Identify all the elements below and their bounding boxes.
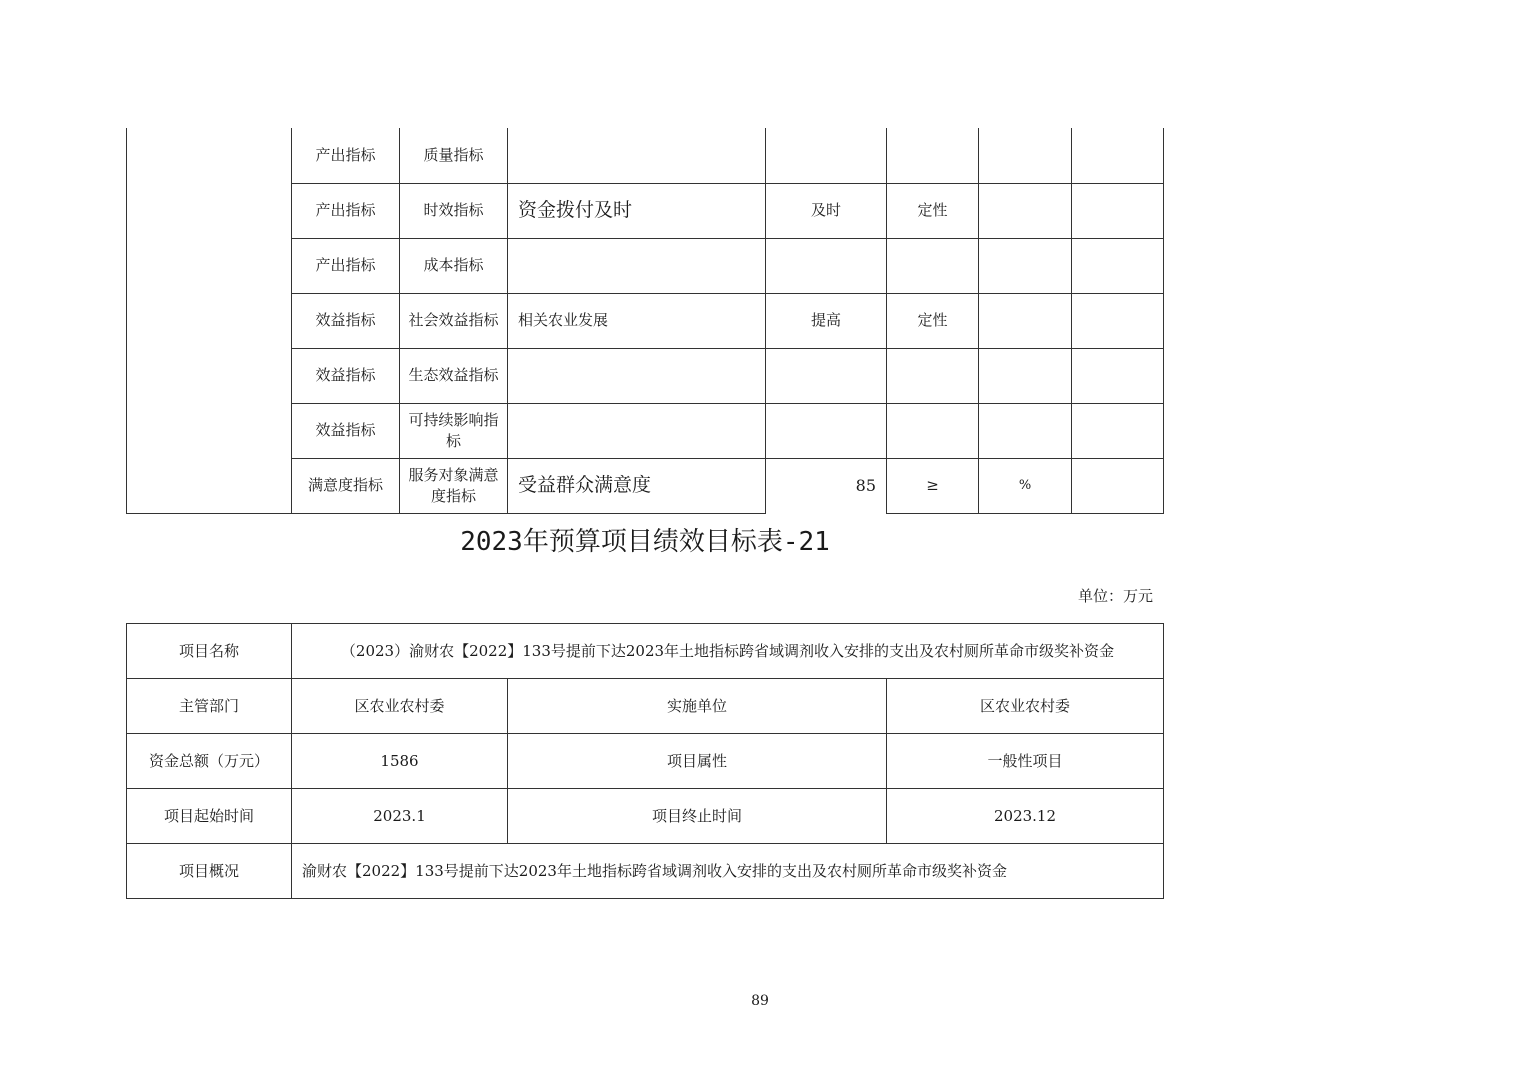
level1-cell: 效益指标: [292, 293, 400, 348]
fund-value: 1586: [292, 734, 508, 789]
operator-cell: [887, 128, 979, 183]
note-cell: [1072, 458, 1164, 513]
note-cell: [1072, 348, 1164, 403]
table-row: [127, 128, 1164, 183]
attr-value: 一般性项目: [887, 734, 1164, 789]
table-row: [127, 679, 1164, 734]
operator-cell: [887, 403, 979, 458]
note-cell: [1072, 183, 1164, 238]
indicator-table: [126, 128, 1164, 514]
project-name-label: 项目名称: [127, 624, 292, 679]
unit-cell: [979, 238, 1072, 293]
unit-cell: [979, 348, 1072, 403]
project-info-table: [126, 623, 1164, 899]
page-number: 89: [751, 993, 769, 1009]
operator-cell: [887, 238, 979, 293]
overview-value: 渝财农【2022】133号提前下达2023年土地指标跨省域调剂收入安排的支出及农村厕所革命市级奖补资金: [292, 844, 1164, 899]
operator-cell: [887, 348, 979, 403]
value-cell: [766, 348, 887, 403]
start-value: 2023.1: [292, 789, 508, 844]
attr-label: 项目属性: [508, 734, 887, 789]
table-title: 2023年预算项目绩效目标表-21: [460, 527, 830, 557]
content-cell: [508, 403, 766, 458]
note-cell: [1072, 403, 1164, 458]
content-cell: [508, 128, 766, 183]
end-label: 项目终止时间: [508, 789, 887, 844]
content-cell: [508, 238, 766, 293]
note-cell: [1072, 293, 1164, 348]
table-row: [127, 844, 1164, 899]
impl-label: 实施单位: [508, 679, 887, 734]
operator-cell: 定性: [887, 293, 979, 348]
value-cell: 及时: [766, 183, 887, 238]
dept-value: 区农业农村委: [292, 679, 508, 734]
level2-cell: 质量指标: [400, 128, 508, 183]
value-cell: 提高: [766, 293, 887, 348]
operator-cell: ≥: [887, 458, 979, 513]
level1-cell: 满意度指标: [292, 458, 400, 513]
unit-label: 单位：万元: [1077, 587, 1153, 605]
note-cell: [1072, 128, 1164, 183]
end-value: 2023.12: [887, 789, 1164, 844]
overview-label: 项目概况: [127, 844, 292, 899]
value-cell: [766, 403, 887, 458]
unit-cell: [979, 403, 1072, 458]
level2-cell: 可持续影响指标: [400, 403, 508, 458]
unit-cell: [979, 183, 1072, 238]
level1-cell: 产出指标: [292, 128, 400, 183]
dept-label: 主管部门: [127, 679, 292, 734]
content-cell: 相关农业发展: [508, 293, 766, 348]
fund-label: 资金总额（万元）: [127, 734, 292, 789]
level2-cell: 社会效益指标: [400, 293, 508, 348]
level2-cell: 时效指标: [400, 183, 508, 238]
note-cell: [1072, 238, 1164, 293]
table-row: [127, 624, 1164, 679]
table-row: [127, 734, 1164, 789]
level2-cell: 服务对象满意度指标: [400, 458, 508, 513]
content-cell: 资金拨付及时: [508, 183, 766, 238]
merged-left-cell: [127, 128, 292, 513]
level1-cell: 产出指标: [292, 238, 400, 293]
value-cell: 85: [766, 458, 887, 513]
start-label: 项目起始时间: [127, 789, 292, 844]
level1-cell: 效益指标: [292, 403, 400, 458]
level1-cell: 效益指标: [292, 348, 400, 403]
unit-cell: [979, 128, 1072, 183]
unit-cell: [979, 293, 1072, 348]
level1-cell: 产出指标: [292, 183, 400, 238]
level2-cell: 成本指标: [400, 238, 508, 293]
impl-value: 区农业农村委: [887, 679, 1164, 734]
table-row: [127, 789, 1164, 844]
unit-cell: %: [979, 458, 1072, 513]
content-cell: [508, 348, 766, 403]
operator-cell: 定性: [887, 183, 979, 238]
value-cell: [766, 128, 887, 183]
level2-cell: 生态效益指标: [400, 348, 508, 403]
content-cell: 受益群众满意度: [508, 458, 766, 513]
project-name-value: （2023）渝财农【2022】133号提前下达2023年土地指标跨省域调剂收入安排的支出及农村厕所革命市级奖补资金: [292, 624, 1164, 679]
value-cell: [766, 238, 887, 293]
